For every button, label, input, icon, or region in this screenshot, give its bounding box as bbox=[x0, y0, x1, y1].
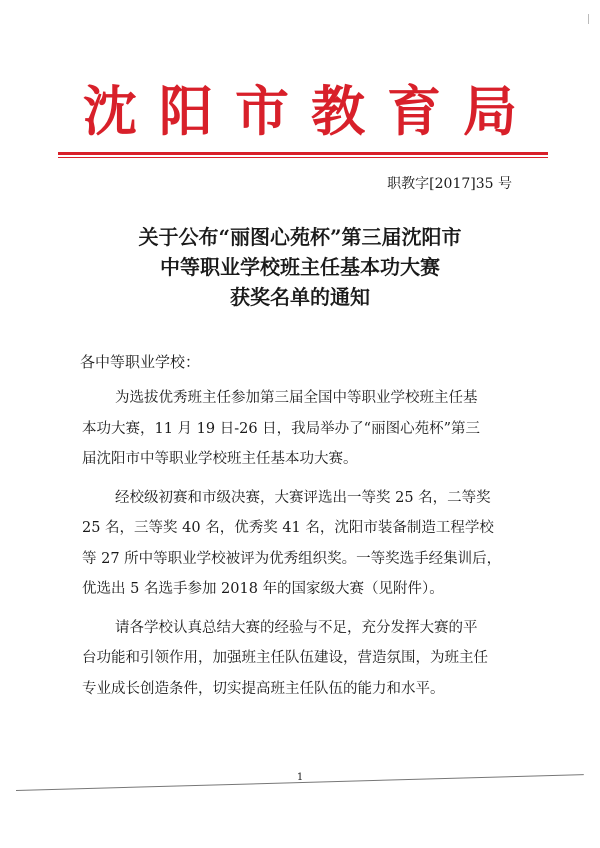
title-line: 中等职业学校班主任基本功大赛 bbox=[160, 255, 440, 279]
body-line: 为选拔优秀班主任参加第三届全国中等职业学校班主任基 bbox=[115, 390, 478, 406]
scan-mark bbox=[588, 14, 589, 24]
document-number: 职教字[2017]35 号 bbox=[387, 176, 512, 192]
body-line: 25 名，三等奖 40 名，优秀奖 41 名，沈阳市装备制造工程学校 bbox=[82, 520, 494, 536]
body-text bbox=[82, 383, 552, 704]
page-number: 1 bbox=[296, 772, 304, 783]
title-line: 获奖名单的通知 bbox=[230, 285, 370, 309]
body-line: 台功能和引领作用，加强班主任队伍建设，营造氛围，为班主任 bbox=[82, 650, 488, 666]
document-title bbox=[60, 222, 540, 312]
body-line: 等 27 所中等职业学校被评为优秀组织奖。一等奖选手经集训后， bbox=[82, 550, 502, 567]
salutation: 各中等职业学校： bbox=[80, 353, 201, 371]
letterhead: 沈阳市教育局 bbox=[83, 80, 539, 143]
letterhead-rule-thick bbox=[58, 152, 548, 155]
letterhead-rule-thin bbox=[58, 157, 548, 158]
body-line: 本功大赛，11 月 19 日-26 日，我局举办了“丽图心苑杯”第三 bbox=[82, 420, 481, 437]
body-line: 专业成长创造条件，切实提高班主任队伍的能力和水平。 bbox=[82, 680, 445, 697]
body-line: 届沈阳市中等职业学校班主任基本功大赛。 bbox=[82, 451, 358, 467]
body-line: 请各学校认真总结大赛的经验与不足，充分发挥大赛的平 bbox=[115, 619, 478, 636]
title-line: 关于公布“丽图心苑杯”第三届沈阳市 bbox=[138, 225, 462, 249]
body-line: 经校级初赛和市级决赛，大赛评选出一等奖 25 名，二等奖 bbox=[115, 489, 491, 506]
body-line: 优选出 5 名选手参加 2018 年的国家级大赛（见附件）。 bbox=[82, 581, 444, 597]
